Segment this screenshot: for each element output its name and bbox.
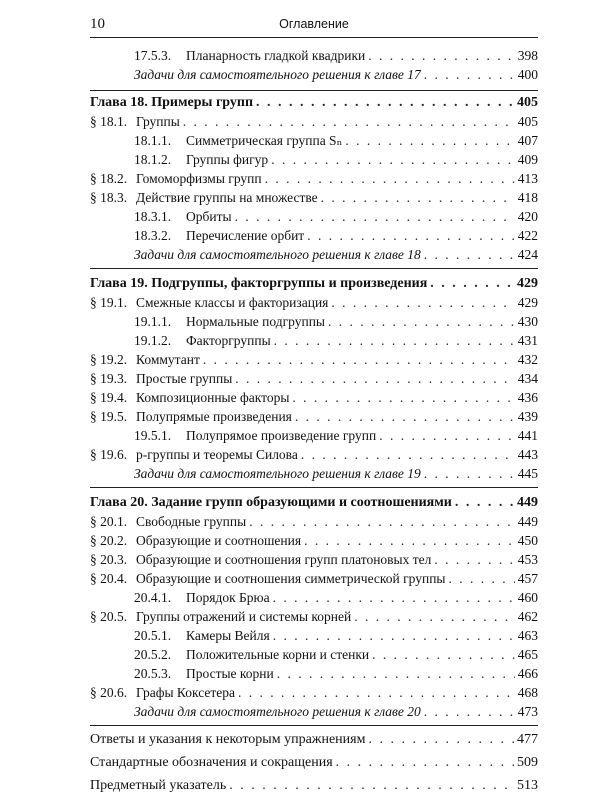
toc-entry-title: Полупрямое произведение групп (186, 428, 377, 443)
toc-entry-section[interactable] (90, 407, 538, 426)
toc-entry-section[interactable] (90, 607, 538, 626)
toc-entry-title: Стандартные обозначения и сокращения (90, 755, 333, 770)
toc-entry-page: 422 (517, 228, 538, 243)
toc-entry-title: Задачи для самостоятельного решения к главе 19 (134, 466, 421, 481)
toc-entry-title: Коммутант (136, 352, 200, 367)
dot-leader (321, 188, 515, 207)
toc-entry-chapter[interactable] (90, 274, 538, 293)
toc-entry-page: 431 (517, 333, 538, 348)
toc-entry-title: Камеры Вейля (186, 628, 270, 643)
toc-entry-page: 465 (517, 647, 538, 662)
dot-leader (203, 350, 515, 369)
running-title: Оглавление (279, 17, 349, 31)
toc-entry-title: Глава 18. Примеры групп (90, 95, 254, 110)
toc-entry-backmatter[interactable] (90, 730, 538, 749)
toc-entry-section[interactable] (90, 512, 538, 531)
toc-entry-number: 19.1.1. (134, 314, 172, 329)
toc-entry-title: Задачи для самостоятельного решения к главе 18 (134, 247, 421, 262)
toc-entry-page: 450 (517, 533, 538, 548)
toc-entry-section[interactable] (90, 388, 538, 407)
toc-entry-section[interactable] (90, 293, 538, 312)
toc-entry-page: 436 (517, 390, 538, 405)
dot-leader (229, 776, 514, 795)
dot-leader (292, 388, 514, 407)
toc-entry-page: 457 (517, 571, 538, 586)
toc-entry-title: Гомоморфизмы групп (136, 171, 262, 186)
toc-entry-title: Орбиты (186, 209, 232, 224)
toc-entry-section[interactable] (90, 445, 538, 464)
toc-entry-page: 430 (517, 314, 538, 329)
toc-entry-section[interactable] (90, 188, 538, 207)
toc-entry-title: Графы Коксетера (136, 685, 235, 700)
dot-leader (368, 730, 514, 749)
toc-entry-page: 405 (517, 95, 538, 110)
toc-entry-title: Полупрямые произведения (136, 409, 292, 424)
toc-entry-number: § 18.1. (90, 114, 128, 129)
toc-entry-page: 434 (517, 371, 538, 386)
table-of-contents (90, 46, 538, 795)
toc-entry-number: 19.1.2. (134, 333, 172, 348)
toc-entry-title: Порядок Брюа (186, 590, 270, 605)
dot-leader (274, 331, 515, 350)
toc-entry-sub[interactable] (90, 312, 538, 331)
toc-entry-number: § 19.5. (90, 409, 128, 424)
toc-entry-sub[interactable] (90, 207, 538, 226)
toc-entry-title: Предметный указатель (90, 778, 227, 793)
toc-entry-title: Группы отражений и системы корней (136, 609, 352, 624)
toc-entry-page: 462 (517, 609, 538, 624)
toc-entry-sub[interactable] (90, 226, 538, 245)
toc-entry-number: § 19.1. (90, 295, 128, 310)
toc-entry-problems[interactable] (90, 65, 538, 84)
dot-leader (265, 169, 515, 188)
toc-entry-title: Глава 19. Подгруппы, факторгруппы и произведения (90, 276, 428, 291)
toc-entry-title: Образующие и соотношения групп платоновых тел (136, 552, 432, 567)
toc-entry-page: 429 (517, 295, 538, 310)
dot-leader (304, 531, 515, 550)
toc-entry-number: 20.5.2. (134, 647, 172, 662)
dot-leader (449, 569, 515, 588)
toc-entry-number: 18.1.1. (134, 133, 172, 148)
toc-entry-chapter[interactable] (90, 493, 538, 512)
dot-leader (238, 683, 515, 702)
toc-entry-title: Группы (136, 114, 180, 129)
toc-entry-title: Ответы и указания к некоторым упражнениям (90, 732, 366, 747)
toc-entry-page: 468 (517, 685, 538, 700)
toc-entry-title: Задачи для самостоятельного решения к главе 17 (134, 67, 421, 82)
toc-entry-page: 413 (517, 171, 538, 186)
divider-rule (90, 487, 538, 488)
toc-entry-section[interactable] (90, 369, 538, 388)
toc-entry-section[interactable] (90, 683, 538, 702)
toc-entry-section[interactable] (90, 569, 538, 588)
toc-entry-page: 400 (517, 67, 538, 82)
toc-entry-page: 420 (517, 209, 538, 224)
dot-leader (424, 702, 515, 721)
toc-entry-page: 439 (517, 409, 538, 424)
toc-entry-title: Глава 20. Задание групп образующими и соотношениями (90, 495, 452, 510)
dot-leader (273, 626, 515, 645)
toc-entry-title: p-группы и теоремы Силова (136, 447, 298, 462)
toc-entry-section[interactable] (90, 350, 538, 369)
toc-entry-section[interactable] (90, 169, 538, 188)
toc-entry-page: 424 (517, 247, 538, 262)
toc-entry-title: Положительные корни и стенки (186, 647, 370, 662)
dot-leader (256, 93, 514, 112)
toc-entry-sub[interactable] (90, 626, 538, 645)
toc-entry-number: § 19.3. (90, 371, 128, 386)
toc-entry-page: 441 (517, 428, 538, 443)
toc-entry-title: Группы фигур (186, 152, 269, 167)
dot-leader (183, 112, 515, 131)
page-number: 10 (90, 16, 105, 32)
toc-entry-page: 432 (517, 352, 538, 367)
dot-leader (424, 65, 515, 84)
divider-rule (90, 725, 538, 726)
toc-entry-page: 513 (517, 778, 538, 793)
divider-rule (90, 268, 538, 269)
toc-entry-page: 453 (517, 552, 538, 567)
toc-entry-title: Перечисление орбит (186, 228, 305, 243)
toc-entry-page: 418 (517, 190, 538, 205)
toc-entry-title: Симметрическая группа Sₙ (186, 133, 343, 148)
toc-entry-page: 398 (517, 48, 538, 63)
toc-entry-number: § 20.1. (90, 514, 128, 529)
toc-entry-page: 463 (517, 628, 538, 643)
toc-entry-section[interactable] (90, 531, 538, 550)
toc-entry-page: 445 (517, 466, 538, 481)
dot-leader (273, 588, 515, 607)
toc-entry-problems[interactable] (90, 245, 538, 264)
toc-entry-title: Композиционные факторы (136, 390, 290, 405)
toc-entry-number: § 20.3. (90, 552, 128, 567)
toc-entry-number: 18.1.2. (134, 152, 172, 167)
toc-entry-page: 460 (517, 590, 538, 605)
running-header (90, 15, 538, 38)
toc-entry-title: Планарность гладкой квадрики (186, 48, 366, 63)
toc-entry-number: § 20.4. (90, 571, 128, 586)
toc-entry-title: Действие группы на множестве (136, 190, 318, 205)
toc-entry-number: § 18.2. (90, 171, 128, 186)
toc-entry-problems[interactable] (90, 702, 538, 721)
toc-entry-section[interactable] (90, 112, 538, 131)
toc-entry-number: 18.3.2. (134, 228, 172, 243)
toc-entry-page: 407 (517, 133, 538, 148)
dot-leader (354, 607, 515, 626)
toc-entry-sub[interactable] (90, 150, 538, 169)
toc-entry-sub[interactable] (90, 645, 538, 664)
toc-entry-problems[interactable] (90, 464, 538, 483)
toc-entry-title: Простые группы (136, 371, 233, 386)
toc-entry-page: 429 (517, 276, 538, 291)
toc-entry-page: 449 (517, 514, 538, 529)
toc-entry-number: 20.5.3. (134, 666, 172, 681)
dot-leader (301, 445, 515, 464)
toc-entry-page: 509 (517, 755, 538, 770)
toc-entry-title: Простые корни (186, 666, 274, 681)
toc-entry-title: Смежные классы и факторизация (136, 295, 329, 310)
dot-leader (271, 150, 515, 169)
dot-leader (307, 226, 515, 245)
dot-leader (455, 493, 514, 512)
toc-entry-number: 20.5.1. (134, 628, 172, 643)
dot-leader (295, 407, 515, 426)
toc-entry-title: Образующие и соотношения симметрической группы (136, 571, 446, 586)
dot-leader (372, 645, 515, 664)
toc-entry-title: Нормальные подгруппы (186, 314, 325, 329)
toc-entry-section[interactable] (90, 550, 538, 569)
toc-entry-title: Задачи для самостоятельного решения к главе 20 (134, 704, 421, 719)
toc-entry-number: § 19.6. (90, 447, 128, 462)
toc-entry-number: 17.5.3. (134, 48, 172, 63)
dot-leader (424, 464, 515, 483)
divider-rule (90, 90, 538, 91)
toc-entry-number: 18.3.1. (134, 209, 172, 224)
toc-entry-backmatter[interactable] (90, 776, 538, 795)
dot-leader (235, 207, 515, 226)
toc-entry-backmatter[interactable] (90, 753, 538, 772)
toc-entry-page: 405 (517, 114, 538, 129)
toc-entry-number: § 18.3. (90, 190, 128, 205)
toc-entry-sub[interactable] (90, 426, 538, 445)
dot-leader (434, 550, 514, 569)
toc-entry-title: Образующие и соотношения (136, 533, 302, 548)
toc-entry-page: 449 (517, 495, 538, 510)
dot-leader (345, 131, 514, 150)
toc-entry-number: 19.5.1. (134, 428, 172, 443)
toc-entry-page: 443 (517, 447, 538, 462)
toc-entry-sub[interactable] (90, 331, 538, 350)
toc-entry-number: § 19.2. (90, 352, 128, 367)
toc-entry-title: Факторгруппы (186, 333, 271, 348)
toc-entry-number: 20.4.1. (134, 590, 172, 605)
dot-leader (249, 512, 515, 531)
dot-leader (331, 293, 514, 312)
toc-entry-page: 473 (517, 704, 538, 719)
dot-leader (368, 46, 515, 65)
toc-entry-sub[interactable] (90, 46, 538, 65)
toc-entry-page: 466 (517, 666, 538, 681)
toc-entry-number: § 20.5. (90, 609, 128, 624)
toc-entry-chapter[interactable] (90, 93, 538, 112)
dot-leader (277, 664, 515, 683)
toc-entry-page: 477 (517, 732, 538, 747)
toc-entry-title: Свободные группы (136, 514, 247, 529)
dot-leader (328, 312, 515, 331)
dot-leader (424, 245, 515, 264)
dot-leader (430, 274, 514, 293)
dot-leader (379, 426, 515, 445)
toc-entry-page: 409 (517, 152, 538, 167)
toc-entry-number: § 19.4. (90, 390, 128, 405)
toc-entry-number: § 20.6. (90, 685, 128, 700)
dot-leader (336, 753, 514, 772)
dot-leader (235, 369, 514, 388)
toc-entry-number: § 20.2. (90, 533, 128, 548)
toc-entry-sub[interactable] (90, 588, 538, 607)
toc-entry-sub[interactable] (90, 131, 538, 150)
toc-entry-sub[interactable] (90, 664, 538, 683)
